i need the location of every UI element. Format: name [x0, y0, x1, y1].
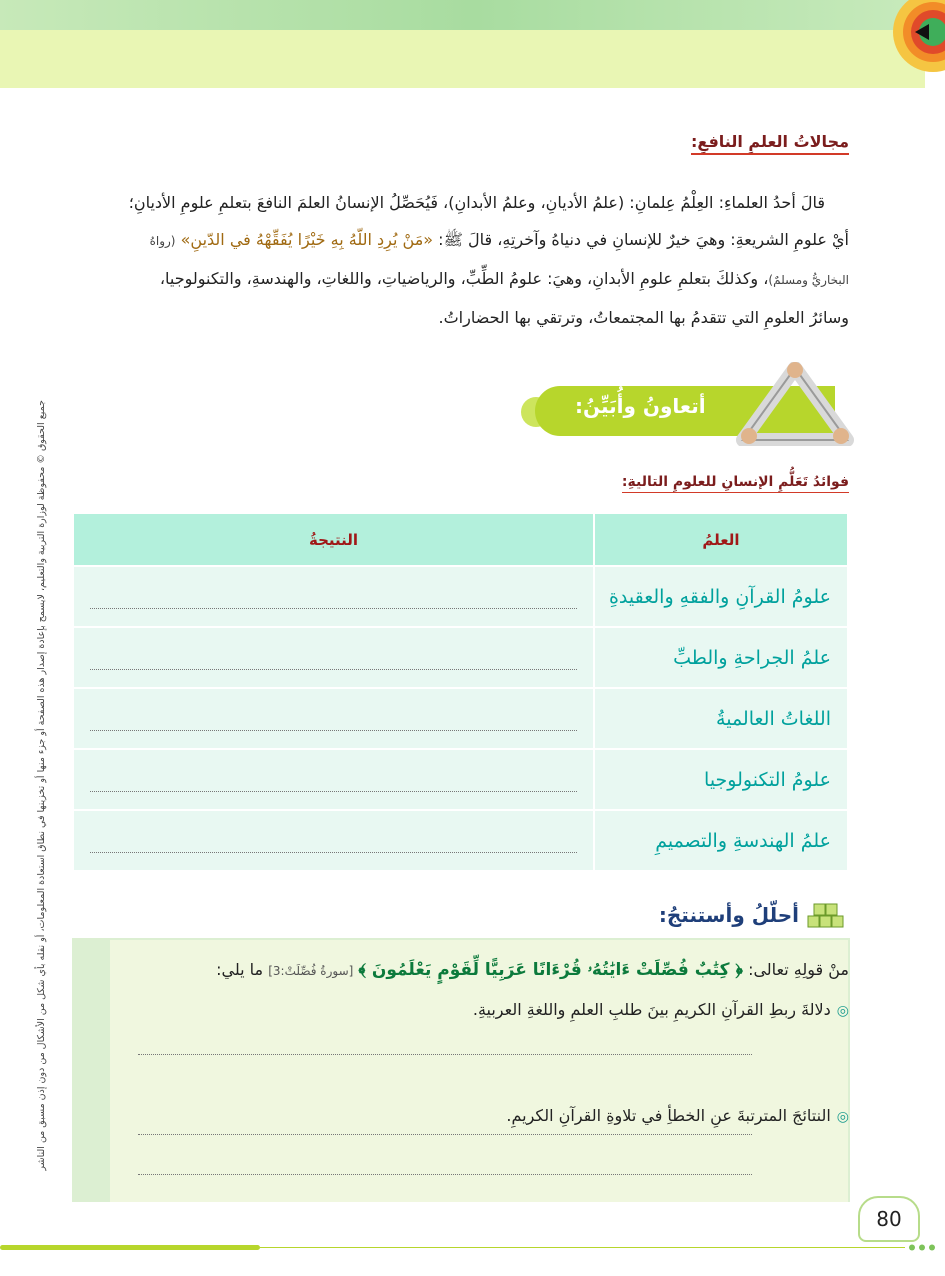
- analyze-title: أحلّلُ وأستنتجُ:: [658, 903, 799, 927]
- footer-line: [0, 1240, 945, 1254]
- quran-verse: ﴿ كِتَٰبٌ فُصِّلَتْ ءَايَٰتُهُۥ قُرْءَانًا عَرَبِيًّا لِّقَوْمٍ يَعْلَمُونَ ﴾: [358, 960, 743, 980]
- answer-field[interactable]: [73, 688, 594, 749]
- answer-field[interactable]: [73, 810, 594, 871]
- answer-line[interactable]: [138, 1174, 752, 1175]
- intro-paragraph: [89, 184, 849, 336]
- para-line-2: أيْ علومِ الشريعةِ: وهيَ خيرٌ للإنسانِ في دنياهُ وآخرتِهِ، قالَ ﷺ: «مَنْ يُرِدِ اللّهُ بِهِ خَيْرًا يُفَقِّهْهُ في الدّينِ» (رواهُ: [149, 230, 849, 249]
- bullet-icon: ◎: [836, 1109, 849, 1125]
- page-number: 80: [858, 1196, 920, 1242]
- benefits-table: [72, 512, 849, 872]
- table-row: [73, 688, 848, 749]
- para-line-3: البخاريُّ ومسلمٌ)، وكذلكَ بتعلمِ علومِ الأبدانِ، وهيَ: علومُ الطِّبِّ، والرياضياتِ، واللغاتِ، والهندسةِ، والتكنولوجيا،: [159, 269, 849, 288]
- bullet-icon: ◎: [836, 1003, 849, 1019]
- analyze-intro: منْ قولِهِ تعالى: ﴿ كِتَٰبٌ فُصِّلَتْ ءَايَٰتُهُۥ قُرْءَانًا عَرَبِيًّا لِّقَوْمٍ يَعْلَمُونَ ﴾ [سورةُ فُصِّلَتْ:3] ما يلي:: [216, 960, 849, 980]
- cooperate-banner: [535, 362, 855, 442]
- row-science: علومُ القرآنِ والفقهِ والعقيدةِ: [594, 566, 848, 627]
- row-science: اللغاتُ العالميةُ: [594, 688, 848, 749]
- answer-field[interactable]: [73, 627, 594, 688]
- answer-field[interactable]: [73, 566, 594, 627]
- header-band: [0, 0, 945, 30]
- table-row: [73, 749, 848, 810]
- answer-field[interactable]: [73, 749, 594, 810]
- hands-triangle-icon: [735, 362, 855, 446]
- header-science: العلمُ: [594, 513, 848, 566]
- analyze-heading: [659, 898, 845, 932]
- answer-line[interactable]: [138, 1134, 752, 1135]
- table-title: فوائدُ تَعَلُّمِ الإنسانِ للعلومِ التاليةِ:: [622, 474, 849, 490]
- table-title-underline: [622, 492, 849, 493]
- analyze-item: ◎دلالةَ ربطِ القرآنِ الكريمِ بينَ طلبِ العلمِ واللغةِ العربيةِ.: [472, 1000, 849, 1019]
- header-band-light: [0, 30, 925, 88]
- cooperate-title: أتعاونُ وأُبَيِّنُ:: [575, 394, 706, 418]
- copyright-note: جميع الحقوق © محفوظة لوزارة التربية والتعليم، لايسمح بإعادة إصدار هذه الصفحة أو جزء منها أو تخزينها في نطاق استعادة المعلومات، أو نقله بأي شكل من الأشكال من دون إذن مسبق من الناشر: [36, 400, 47, 1171]
- row-science: علمُ الهندسةِ والتصميمِ: [594, 810, 848, 871]
- corner-ornament-icon: [885, 0, 945, 80]
- header-result: النتيجةُ: [73, 513, 594, 566]
- table-row: [73, 810, 848, 871]
- para-line-4: وسائرُ العلومِ التي تتقدمُ بها المجتمعاتُ، وترتقي بها الحضاراتُ.: [438, 308, 849, 327]
- blocks-icon: [807, 900, 845, 930]
- hadith-text: «مَنْ يُرِدِ اللّهُ بِهِ خَيْرًا يُفَقِّهْهُ في الدّينِ»: [180, 230, 434, 249]
- section-title: مجالاتُ العلمِ النافعِ:: [691, 132, 849, 151]
- table-row: [73, 627, 848, 688]
- table-row: [73, 566, 848, 627]
- table-header-row: [73, 513, 848, 566]
- verse-reference: [سورةُ فُصِّلَتْ:3]: [268, 964, 354, 978]
- row-science: علومُ التكنولوجيا: [594, 749, 848, 810]
- row-science: علمُ الجراحةِ والطبِّ: [594, 627, 848, 688]
- para-line-1: قالَ أحدُ العلماءِ: العِلْمُ عِلمانِ: (علمُ الأديانِ، وعلمُ الأبدانِ)، فَيُحَصِّلُ الإنسانُ العلمَ النافعَ بتعلمِ علومِ الأديانِ؛: [128, 193, 825, 212]
- answer-line[interactable]: [138, 1054, 752, 1055]
- analyze-item: ◎النتائجَ المترتبةَ عنِ الخطأِ في تلاوةِ القرآنِ الكريمِ.: [506, 1106, 849, 1125]
- title-underline: [691, 153, 849, 155]
